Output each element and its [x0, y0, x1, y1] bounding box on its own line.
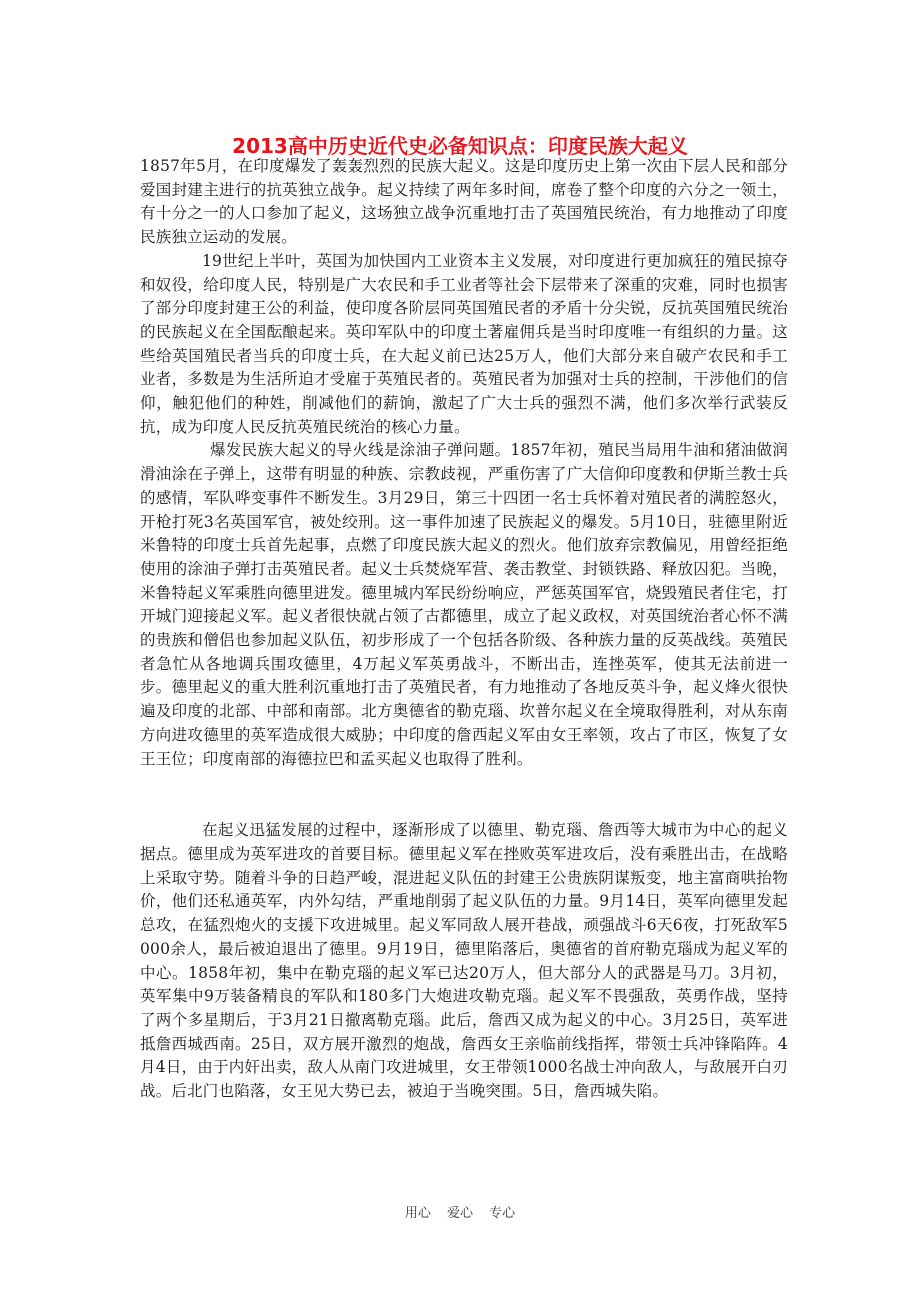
paragraph-outbreak: 爆发民族大起义的导火线是涂油子弹问题。1857年初，殖民当局用牛油和猪油做润滑油涂在子弹上，这带有明显的种族、宗教歧视，严重伤害了广大信仰印度教和伊斯兰教士兵的感情，军队哗变事件不断发生。3月29日，第三十四团一名士兵怀着对殖民者的满腔怒火，开枪打死3名英国军官，被处绞刑。这一事件加速了民族起义的爆发。5月10日，驻德里附近米鲁特的印度士兵首先起事，点燃了印度民族大起义的烈火。他们放弃宗教偏见，用曾经拒绝使用的涂油子弹打击英殖民者。起义士兵焚烧军营、袭击教堂、封锁铁路、释放囚犯。当晚，米鲁特起义军乘胜向德里进发。德里城内军民纷纷响应，严惩英国军官，烧毁殖民者住宅，打开城门迎接起义军。起义者很快就占领了古都德里，成立了起义政权，对英国统治者心怀不满的贵族和僧侣也参加起义队伍，初步形成了一个包括各阶级、各种族力量的反英战线。英殖民者急忙从各地调兵围攻德里，4万起义军英勇战斗，不断出击，连挫英军，使其无法前进一步。德里起义的重大胜利沉重地打击了英殖民者，有力地推动了各地反英斗争，起义烽火很快遍及印度的北部、中部和南部。北方奥德省的勒克瑙、坎普尔起义在全境取得胜利，对从东南方向进攻德里的英军造成很大威胁；中印度的詹西起义军由女王率领，攻占了市区，恢复了女王王位；印度南部的海德拉巴和孟买起义也取得了胜利。	[140, 441, 788, 768]
paragraph-intro: 1857年5月，在印度爆发了轰轰烈烈的民族大起义。这是印度历史上第一次由下层人民和部分爱国封建主进行的抗英独立战争。起义持续了两年多时间，席卷了整个印度的六分之一领土，有十分之一的人口参加了起义，这场独立战争沉重地打击了英国殖民统治，有力地推动了印度民族独立运动的发展。	[140, 157, 788, 247]
paragraph-development: 在起义迅猛发展的过程中，逐渐形成了以德里、勒克瑙、詹西等大城市为中心的起义据点。德里成为英军进攻的首要目标。德里起义军在挫败英军进攻后，没有乘胜出击，在战略上采取守势。随着斗争的日趋严峻，混进起义队伍的封建王公贵族阴谋叛变，地主富商哄抬物价，他们还私通英军，内外勾结，严重地削弱了起义队伍的力量。9月14日，英军向德里发起总攻，在猛烈炮火的支援下攻进城里。起义军同敌人展开巷战，顽强战斗6天6夜，打死敌军5000余人，最后被迫退出了德里。9月19日，德里陷落后，奥德省的首府勒克瑙成为起义军的中心。1858年初，集中在勒克瑙的起义军已达20万人，但大部分人的武器是马刀。3月初，英军集中9万装备精良的军队和180多门大炮进攻勒克瑙。起义军不畏强敌，英勇作战，坚持了两个多星期后，于3月21日撤离勒克瑙。此后，詹西又成为起义的中心。3月25日，英军进抵詹西城西南。25日，双方展开激烈的炮战，詹西女王亲临前线指挥，带领士兵冲锋陷阵。4月4日，由于内奸出卖，敌人从南门攻进城里，女王带领1000名战士冲向敌人，与敌展开白刃战。后北门也陷落，女王见大势已去，被迫于当晚突围。5日，詹西城失陷。	[140, 821, 788, 1101]
footer-text-3: 专心	[489, 1206, 516, 1221]
page-footer	[0, 1204, 920, 1224]
document-body	[140, 155, 788, 1104]
footer-text-2: 爱心	[446, 1206, 473, 1221]
footer-text-1: 用心	[404, 1206, 431, 1221]
paragraph-spacer	[140, 771, 788, 819]
document-title: 2013高中历史近代史必备知识点：印度民族大起义	[232, 134, 688, 159]
paragraph-background: 19世纪上半叶，英国为加快国内工业资本主义发展，对印度进行更加疯狂的殖民掠夺和奴役，给印度人民，特别是广大农民和手工业者等社会下层带来了深重的灾难，同时也损害了部分印度封建王公的利益，使印度各阶层同英国殖民者的矛盾十分尖锐，反抗英国殖民统治的民族起义在全国酝酿起来。英印军队中的印度土著雇佣兵是当时印度唯一有组织的力量。这些给英国殖民者当兵的印度士兵，在大起义前已达25万人，他们大部分来自破产农民和手工业者，多数是为生活所迫才受雇于英殖民者的。英殖民者为加强对士兵的控制，干涉他们的信仰，触犯他们的种姓，削减他们的薪饷，激起了广大士兵的强烈不满，他们多次举行武装反抗，成为印度人民反抗英殖民统治的核心力量。	[140, 251, 788, 436]
